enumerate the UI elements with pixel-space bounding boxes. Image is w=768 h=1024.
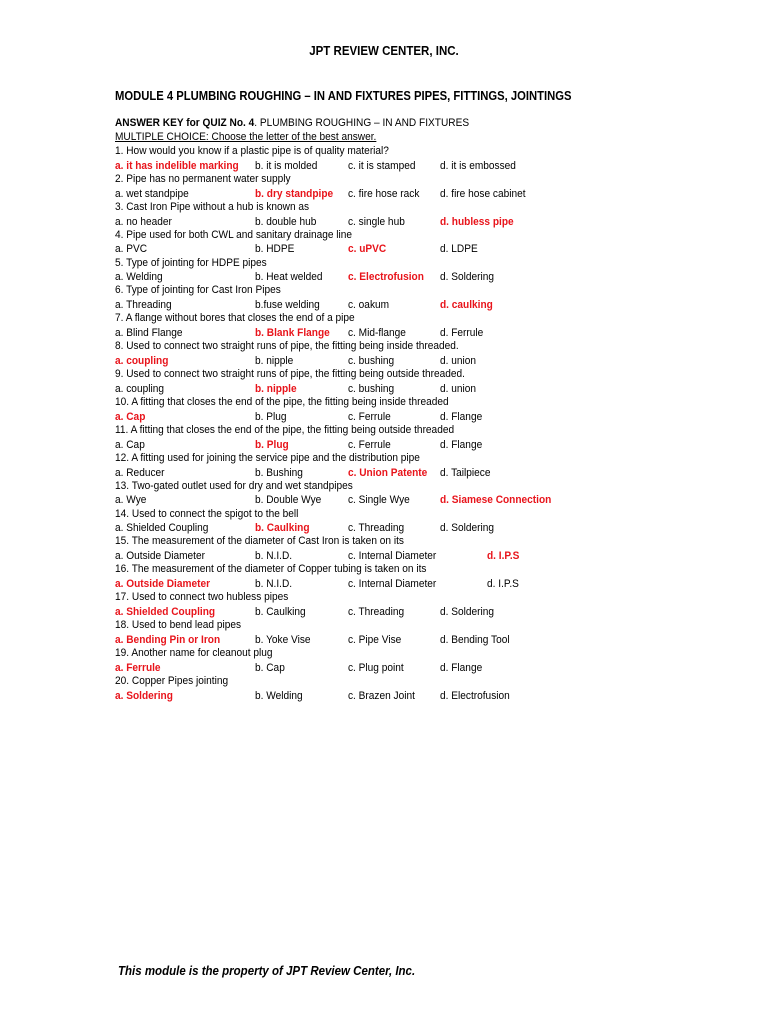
answer-option: b. Double Wye <box>255 494 322 507</box>
option-row <box>115 466 675 480</box>
answer-option: a. wet standpipe <box>115 187 189 200</box>
answer-option: b. Cap <box>255 661 285 674</box>
answer-option: b. it is molded <box>255 159 318 172</box>
correct-answer-option: a. Ferrule <box>115 661 161 674</box>
answer-option: b.fuse welding <box>255 299 320 312</box>
footer-note: This module is the property of JPT Review Center, Inc. <box>118 964 416 978</box>
answer-option: d. LDPE <box>440 243 478 256</box>
question-item <box>115 396 675 424</box>
answer-option: a. Welding <box>115 271 163 284</box>
question-item <box>115 340 675 368</box>
correct-answer-option: c. uPVC <box>348 243 387 256</box>
question-item <box>115 535 675 563</box>
answer-option: d. I.P.S <box>487 578 519 591</box>
correct-answer-option: d. caulking <box>440 299 493 312</box>
answer-option: a. Threading <box>115 299 172 312</box>
question-text: 4. Pipe used for both CWL and sanitary drainage line <box>115 228 353 241</box>
question-item <box>115 591 675 619</box>
answer-option: a. Wye <box>115 494 147 507</box>
answer-option: c. oakum <box>348 299 390 312</box>
question-item <box>115 145 675 173</box>
question-text: 9. Used to connect two straight runs of pipe, the fitting being outside threaded. <box>115 368 465 381</box>
answer-option: b. nipple <box>255 355 294 368</box>
answer-option: c. Internal Diameter <box>348 578 437 591</box>
option-row <box>115 159 675 173</box>
answer-option: c. bushing <box>348 355 395 368</box>
answer-option: b. double hub <box>255 215 317 228</box>
question-text: 14. Used to connect the spigot to the bell <box>115 507 299 520</box>
question-item <box>115 229 675 257</box>
correct-answer-option: c. Union Patente <box>348 466 428 479</box>
answer-option: b. Caulking <box>255 606 306 619</box>
option-row <box>115 633 675 647</box>
answer-option: c. Pipe Vise <box>348 633 402 646</box>
answer-option: b. Yoke Vise <box>255 633 311 646</box>
question-item <box>115 675 675 703</box>
answer-option: d. Soldering <box>440 522 495 535</box>
option-row <box>115 326 675 340</box>
answer-option: c. bushing <box>348 382 395 395</box>
option-row <box>115 382 675 396</box>
answer-option: c. Ferrule <box>348 438 391 451</box>
option-row <box>115 270 675 284</box>
question-text: 19. Another name for cleanout plug <box>115 647 273 660</box>
answer-option: d. Tailpiece <box>440 466 491 479</box>
option-row <box>115 438 675 452</box>
answer-option: d. fire hose cabinet <box>440 187 526 200</box>
answer-option: c. Plug point <box>348 661 404 674</box>
module-title: MODULE 4 PLUMBING ROUGHING – IN AND FIXTURES PIPES, FITTINGS, JOINTINGS <box>115 89 572 103</box>
answer-option: d. union <box>440 355 477 368</box>
correct-answer-option: b. Plug <box>255 438 289 451</box>
answer-option: a. coupling <box>115 382 164 395</box>
question-item <box>115 312 675 340</box>
option-row <box>115 410 675 424</box>
answer-option: a. Shielded Coupling <box>115 522 209 535</box>
question-item <box>115 508 675 536</box>
question-text: 6. Type of jointing for Cast Iron Pipes <box>115 284 281 297</box>
question-text: 5. Type of jointing for HDPE pipes <box>115 256 267 269</box>
answer-option: b. Bushing <box>255 466 303 479</box>
answer-option: a. Blind Flange <box>115 327 183 340</box>
question-item <box>115 257 675 285</box>
answer-option: c. Threading <box>348 606 405 619</box>
question-item <box>115 201 675 229</box>
correct-answer-option: b. Blank Flange <box>255 327 330 340</box>
answer-option: d. it is embossed <box>440 159 516 172</box>
answer-option: c. fire hose rack <box>348 187 420 200</box>
answer-option: d. Ferrule <box>440 327 484 340</box>
option-row <box>115 549 675 563</box>
answer-option: c. Mid-flange <box>348 327 406 340</box>
question-item <box>115 424 675 452</box>
answer-option: a. Reducer <box>115 466 165 479</box>
answer-option: d. Flange <box>440 438 483 451</box>
question-item <box>115 368 675 396</box>
correct-answer-option: a. coupling <box>115 355 169 368</box>
company-title: JPT REVIEW CENTER, INC. <box>309 44 459 58</box>
correct-answer-option: a. Shielded Coupling <box>115 606 216 619</box>
answer-option: d. Bending Tool <box>440 633 510 646</box>
question-text: 17. Used to connect two hubless pipes <box>115 591 289 604</box>
answer-option: c. Threading <box>348 522 405 535</box>
answer-option: a. Outside Diameter <box>115 550 206 563</box>
answer-key-topic: . PLUMBING ROUGHING – IN AND FIXTURES <box>254 117 470 129</box>
question-text: 1. How would you know if a plastic pipe is of quality material? <box>115 145 389 157</box>
question-text: 2. Pipe has no permanent water supply <box>115 172 291 185</box>
answer-option: c. Internal Diameter <box>348 550 437 563</box>
option-row <box>115 215 675 229</box>
question-item <box>115 563 675 591</box>
question-item <box>115 452 675 480</box>
correct-answer-option: a. Bending Pin or Iron <box>115 633 221 646</box>
answer-option: d. Soldering <box>440 271 495 284</box>
correct-answer-option: a. it has indelible marking <box>115 159 239 172</box>
answer-option: c. Single Wye <box>348 494 410 507</box>
answer-option: a. Cap <box>115 438 145 451</box>
correct-answer-option: c. Electrofusion <box>348 271 424 284</box>
option-row <box>115 577 675 591</box>
option-row <box>115 689 675 703</box>
question-text: 15. The measurement of the diameter of Cast Iron is taken on its <box>115 535 404 548</box>
question-item <box>115 480 675 508</box>
answer-option: c. Brazen Joint <box>348 689 415 702</box>
question-text: 8. Used to connect two straight runs of pipe, the fitting being inside threaded. <box>115 340 459 353</box>
question-text: 13. Two-gated outlet used for dry and wet standpipes <box>115 479 353 492</box>
option-row <box>115 242 675 256</box>
correct-answer-option: a. Outside Diameter <box>115 578 211 591</box>
option-row <box>115 605 675 619</box>
answer-option: d. Electrofusion <box>440 689 510 702</box>
instructions: MULTIPLE CHOICE: Choose the letter of the best answer. <box>115 131 377 143</box>
answer-option: c. single hub <box>348 215 405 228</box>
option-row <box>115 661 675 675</box>
correct-answer-option: b. nipple <box>255 382 297 395</box>
question-text: 11. A fitting that closes the end of the pipe, the fitting being outside threaded <box>115 423 455 436</box>
question-text: 3. Cast Iron Pipe without a hub is known as <box>115 200 310 213</box>
answer-key-label: ANSWER KEY for QUIZ No. 4 <box>115 117 255 129</box>
answer-option: c. it is stamped <box>348 159 416 172</box>
answer-option: d. union <box>440 382 477 395</box>
answer-option: d. Flange <box>440 661 483 674</box>
answer-option: b. Plug <box>255 410 287 423</box>
correct-answer-option: a. Soldering <box>115 689 173 702</box>
correct-answer-option: a. Cap <box>115 410 146 423</box>
question-text: 10. A fitting that closes the end of the pipe, the fitting being inside threaded <box>115 396 449 409</box>
answer-option: b. N.I.D. <box>255 550 293 563</box>
option-row <box>115 493 675 507</box>
question-text: 7. A flange without bores that closes the end of a pipe <box>115 312 355 325</box>
correct-answer-option: d. Siamese Connection <box>440 494 552 507</box>
option-row <box>115 298 675 312</box>
answer-option: b. N.I.D. <box>255 578 293 591</box>
question-text: 18. Used to bend lead pipes <box>115 619 242 632</box>
answer-option: d. Soldering <box>440 606 495 619</box>
answer-option: b. HDPE <box>255 243 295 256</box>
answer-option: a. no header <box>115 215 172 228</box>
option-row <box>115 521 675 535</box>
question-text: 20. Copper Pipes jointing <box>115 674 229 687</box>
option-row <box>115 187 675 201</box>
correct-answer-option: d. hubless pipe <box>440 215 514 228</box>
answer-option: d. Flange <box>440 410 483 423</box>
answer-option: b. Welding <box>255 689 303 702</box>
correct-answer-option: b. Caulking <box>255 522 310 535</box>
question-list <box>115 145 675 703</box>
correct-answer-option: b. dry standpipe <box>255 187 334 200</box>
answer-option: b. Heat welded <box>255 271 323 284</box>
question-item <box>115 619 675 647</box>
question-text: 16. The measurement of the diameter of Copper tubing is taken on its <box>115 563 427 576</box>
answer-key-heading <box>115 117 469 129</box>
question-text: 12. A fitting used for joining the service pipe and the distribution pipe <box>115 451 420 464</box>
answer-option: a. PVC <box>115 243 148 256</box>
answer-option: c. Ferrule <box>348 410 391 423</box>
correct-answer-option: d. I.P.S <box>487 550 520 563</box>
option-row <box>115 354 675 368</box>
question-item <box>115 284 675 312</box>
question-item <box>115 647 675 675</box>
question-item <box>115 173 675 201</box>
